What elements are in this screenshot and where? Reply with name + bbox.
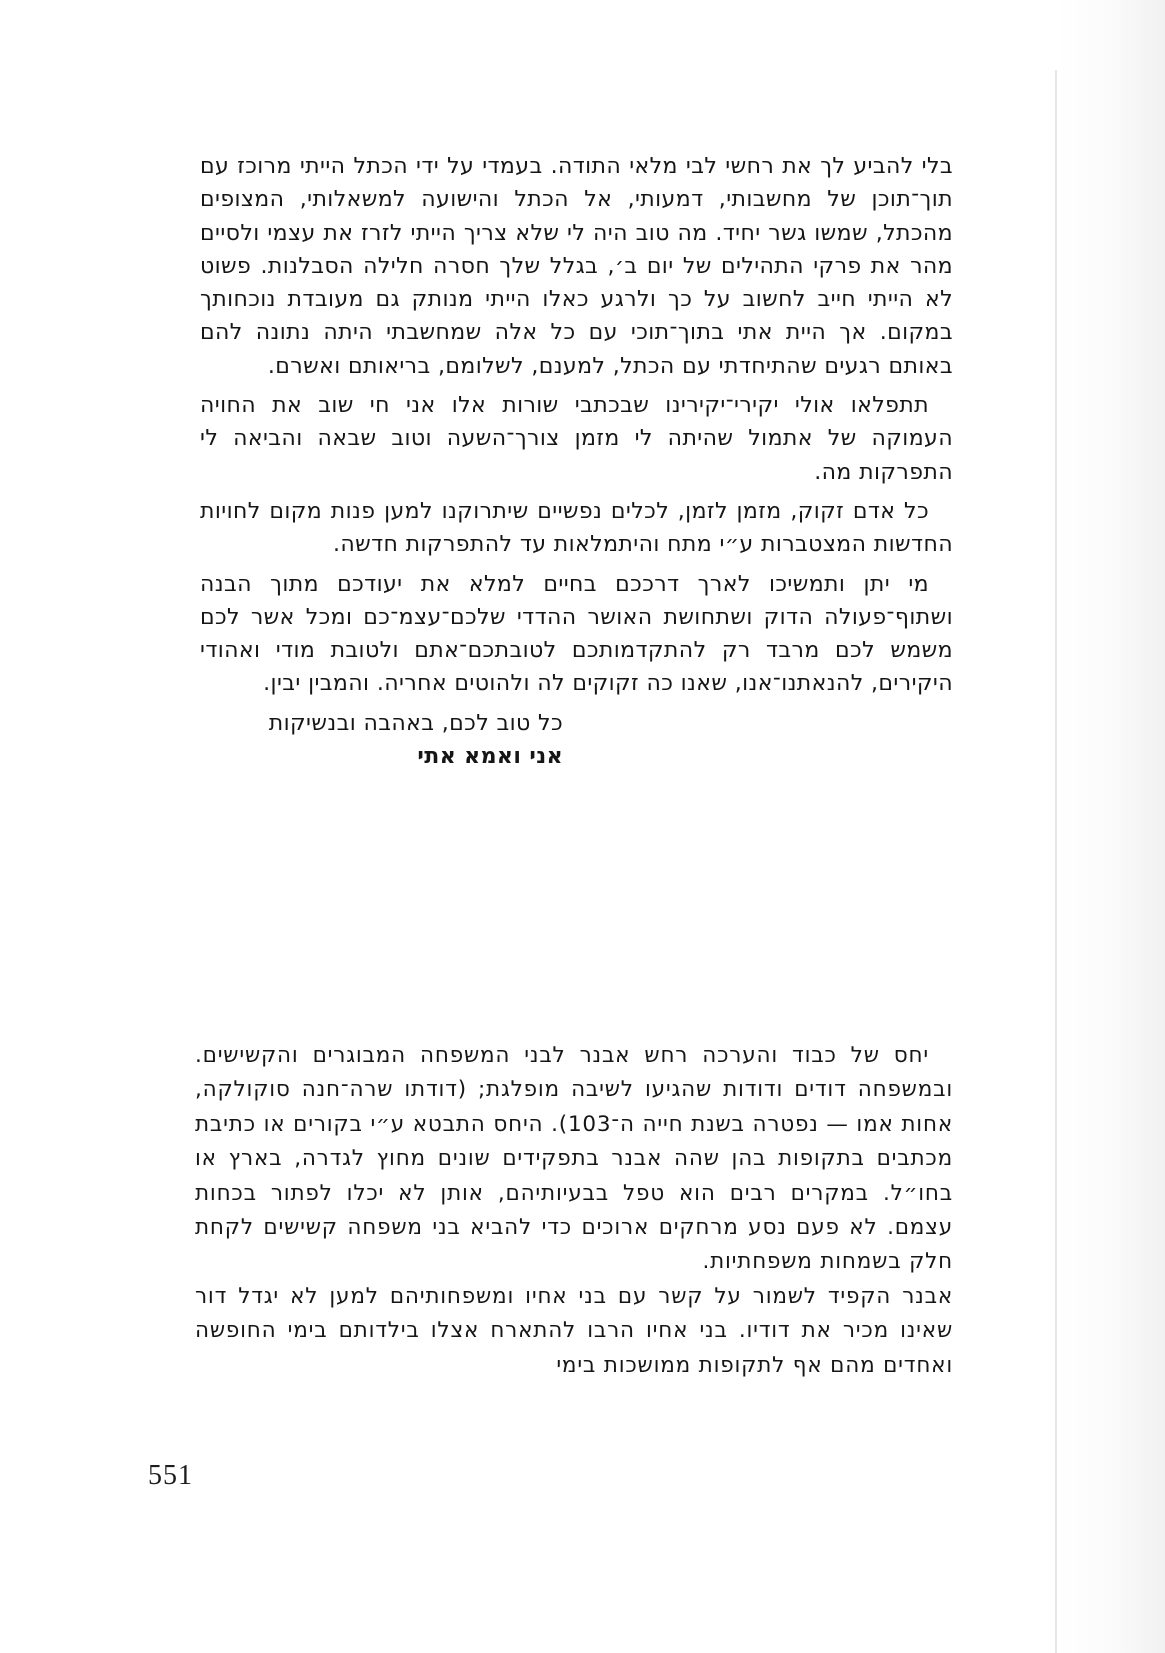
narrative-paragraph-1: יחס של כבוד והערכה רחש אבנר לבני המשפחה המבוגרים והקשישים. ובמשפחה דודים ודודות שהגיעו לשיבה מופלגת; (דודתו שרה־חנה סוקולקה, אחות אמו — נפטרה בשנת חייה ה־103). היחס התבטא ע״י בקורים או כתיבת מכתבים בתקופות בהן שהה אבנר בתפקידים שונים מחוץ לגדרה, בארץ או בחו״ל. במקרים רבים הוא טפל בבעיותיהם, אותן לא יכלו לפתור בכחות עצמם. לא פעם נסע מרחקים ארוכים כדי להביא בני משפחה קשישים לקחת חלק בשמחות משפחתיות. bbox=[195, 1043, 953, 1275]
narrative-paragraph-2: אבנר הקפיד לשמור על קשר עם בני אחיו ומשפחותיהם למען לא יגדל דור שאינו מכיר את דודיו. בני אחיו הרבו להתארח אצלו בילדותם בימי החופשה ואחדים מהם אף לתקופות ממושכות בימי bbox=[195, 1283, 953, 1378]
letter-paragraph-4: מי יתן ותמשיכו לארך דרככם בחיים למלא את יעודכם מתוך הבנה ושתוף־פעולה הדוק ושתחושת האושר ההדדי שלכם־עצמ־כם ומכל אשר לכם משמש לכם מרבד רק להתקדמותכם לטובתכם־אתם ולטובת מודי ואהודי היקירים, להנאתנו־אנו, שאנו כה זקוקים לה ולהוטים אחריה. והמבין יבין. bbox=[200, 571, 953, 697]
letter-signature: אני ואמא אתי bbox=[417, 744, 563, 770]
narrative-section bbox=[195, 1039, 953, 1383]
letter-paragraph-3: כל אדם זקוק, מזמן לזמן, לכלים נפשיים שיתרוקנו למען פנות מקום לחויות החדשות המצטברות ע״י מתח והיתמלאות עד להתפרקות חדשה. bbox=[200, 498, 953, 558]
letter-paragraph-2: תתפלאו אולי יקירי־יקירינו שבכתבי שורות אלו אני חי שוב את החויה העמוקה של אתמול שהיתה לי מזמן צורך־השעה וטוב שבאה והביאה לי התפרקות מה. bbox=[200, 393, 953, 485]
letter-section bbox=[200, 150, 953, 773]
letter-closing: כל טוב לכם, באהבה ובנשיקות bbox=[268, 710, 563, 736]
letter-paragraph-1: בלי להביע לך את רחשי לבי מלאי התודה. בעמדי על ידי הכתל הייתי מרוכז עם תוך־תוכן של מחשבותי, דמעותי, אל הכתל והישועה למשאלותי, המצופים מהכתל, שמשו גשר יחיד. מה טוב היה לי שלא צריך הייתי לזרז את עצמי ולסיים מהר את פרקי התהילים של יום ב׳, בגלל שלך חסרה חלילה הסבלנות. פשוט לא הייתי חייב לחשוב על כך ולרגע כאלו הייתי מנותק גם מעובדת נוכחותך במקום. אך היית אתי בתוך־תוכי עם כל אלה שמחשבתי היתה נתונה להם באותם רגעים שהתיחדתי עם הכתל, למענם, לשלומם, בריאותם ואשרם. bbox=[200, 154, 953, 379]
page-number: 551 bbox=[148, 1460, 193, 1491]
page-edge-line bbox=[1055, 70, 1057, 1653]
page-margin-shadow bbox=[1055, 0, 1165, 1653]
